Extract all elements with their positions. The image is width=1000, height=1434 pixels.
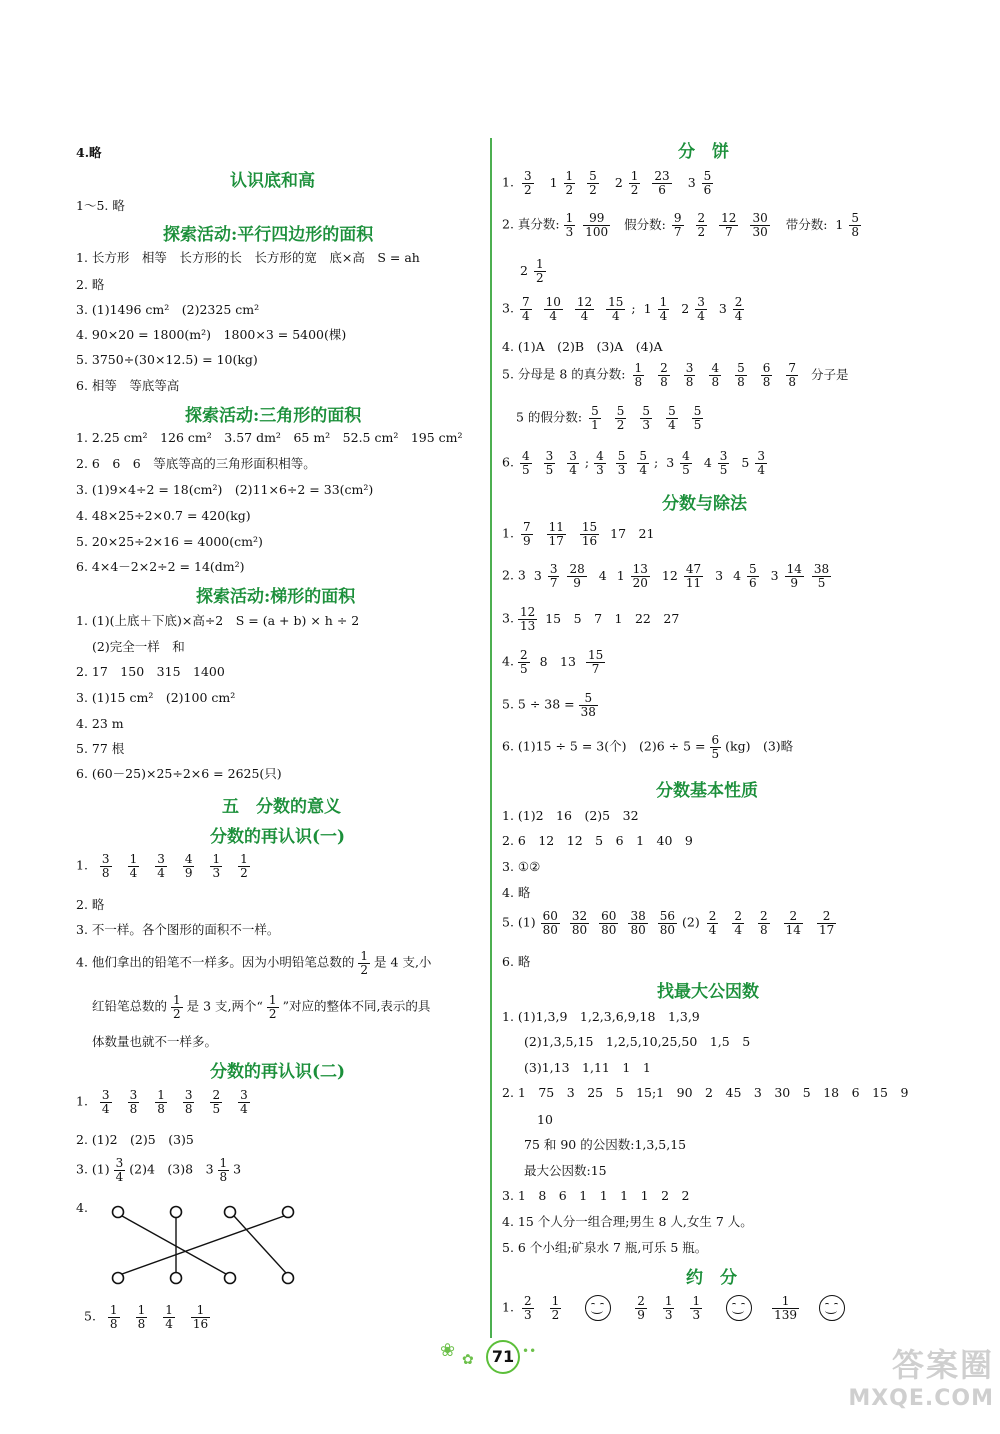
- text-line: 2. 17 150 315 1400: [76, 664, 225, 679]
- section-title: 探索活动:梯形的面积: [196, 587, 356, 607]
- fraction: $\frac{3}{4}$: [101, 1088, 110, 1116]
- text-line: 6. 4×4－2×2÷2 = 14(dm²): [76, 559, 245, 574]
- whole-number: 2: [520, 262, 528, 278]
- fraction: $\frac{5}{8}$: [737, 361, 745, 389]
- smiley-icon: [819, 1295, 845, 1321]
- whole-number: 4: [598, 567, 607, 583]
- fraction-line: 3. (1) $\frac{3}{4}$ (2)4 (3)8 3 $\frac{1}{8}$ 3: [76, 1156, 242, 1184]
- text-line: 4.: [76, 1200, 88, 1215]
- fraction: $\frac{1}{4}$: [659, 295, 668, 323]
- fraction: $\frac{1}{2}$: [535, 257, 544, 285]
- text-line: (3)1,13 1,11 1 1: [524, 1060, 651, 1075]
- fraction-line: 3. $\frac{12}{13}$ 15 5 7 1 22 27: [502, 605, 680, 633]
- whole-number: 2: [681, 300, 690, 316]
- fraction: $\frac{4}{3}$: [596, 449, 604, 477]
- fraction: $\frac{13}{20}$: [632, 562, 648, 590]
- fraction: $\frac{1}{8}$: [219, 1156, 228, 1184]
- text-line: 6. 相等 等底等高: [76, 378, 180, 393]
- fraction: $\frac{12}{7}$: [721, 211, 737, 239]
- fraction-line: 1. $\frac{3}{8}$ $\frac{1}{4}$ $\frac{3}{4}$ $\frac{4}{9}$ $\frac{1}{3}$ $\frac{1}{2}$: [76, 853, 258, 879]
- text-line: 4. 15 个人分一组合理;男生 8 人,女生 7 人。: [502, 1214, 753, 1229]
- text-line: (2)完全一样 和: [92, 639, 185, 654]
- fraction: $\frac{23}{6}$: [654, 169, 670, 197]
- bottom-circle: [283, 1273, 294, 1284]
- fraction: $\frac{4}{9}$: [184, 852, 193, 880]
- fraction: $\frac{1}{3}$: [565, 211, 574, 239]
- fraction: $\frac{60}{80}$: [601, 909, 617, 937]
- fraction: $\frac{1}{8}$: [634, 361, 643, 389]
- fraction: $\frac{1}{3}$: [212, 852, 221, 880]
- fraction: $\frac{1}{2}$: [240, 852, 248, 880]
- fraction: $\frac{38}{5}$: [813, 562, 830, 590]
- fraction: $\frac{32}{80}$: [571, 909, 588, 937]
- text-line: 2. 1 75 3 25 5 15;1 90 2 45 3 30 5 18 6 15 9: [502, 1085, 909, 1100]
- text-line: 3. (1)1496 cm² (2)2325 cm²: [76, 302, 260, 317]
- fraction: $\frac{2}{14}$: [785, 909, 801, 937]
- top-circle: [171, 1207, 182, 1218]
- text-line: 2. 6 12 12 5 6 1 40 9: [502, 833, 693, 848]
- section-title: 分 饼: [678, 142, 729, 162]
- fraction-list: [514, 169, 717, 197]
- section-title: 分数与除法: [662, 494, 747, 514]
- fraction: $\frac{1}{4}$: [129, 852, 138, 880]
- text-line: 3. ①②: [502, 859, 541, 874]
- fraction: $\frac{1}{4}$: [165, 1303, 173, 1331]
- fraction: $\frac{5}{5}$: [693, 404, 702, 432]
- section-title: 找最大公因数: [657, 982, 759, 1002]
- text-line: 2. 略: [76, 277, 105, 292]
- fraction: $\frac{1}{3}$: [664, 1294, 673, 1322]
- bottom-circle: [171, 1273, 182, 1284]
- top-circle: [113, 1207, 124, 1218]
- top-circle: [225, 1207, 236, 1218]
- fraction: $\frac{7}{4}$: [521, 295, 530, 323]
- fraction: $\frac{30}{30}$: [752, 211, 768, 239]
- watermark-url: MXQE.COM: [848, 1386, 994, 1411]
- fraction: $\frac{1}{2}$: [173, 993, 181, 1021]
- fraction: $\frac{2}{8}$: [660, 361, 668, 389]
- text-line: 红铅笔总数的 $\frac{1}{2}$ 是 3 支,两个“ $\frac{1}{2}$ ”对应的整体不同,表示的具: [92, 993, 431, 1021]
- fraction: $\frac{2}{4}$: [708, 909, 717, 937]
- text-line: 1～5. 略: [76, 198, 125, 213]
- fraction: $\frac{15}{4}$: [608, 295, 624, 323]
- text-line: 10: [537, 1112, 553, 1127]
- leaf-decoration-icon: ❀: [440, 1340, 456, 1361]
- fraction: $\frac{3}{8}$: [685, 361, 694, 389]
- text-line: 5. 3750÷(30×12.5) = 10(kg): [76, 352, 258, 367]
- fraction: $\frac{1}{2}$: [360, 949, 369, 977]
- text-line: 5. 77 根: [76, 741, 125, 756]
- text-line: 1. 2.25 cm² 126 cm² 3.57 dm² 65 m² 52.5 cm² 195 cm²: [76, 430, 463, 445]
- fraction: $\frac{5}{4}$: [639, 449, 647, 477]
- fraction: $\frac{1}{8}$: [109, 1303, 118, 1331]
- fraction-line: [512, 258, 550, 284]
- text-line: 3. (1)15 cm² (2)100 cm²: [76, 690, 236, 705]
- fraction: $\frac{1}{2}$: [268, 993, 277, 1021]
- fraction: $\frac{5}{2}$: [589, 169, 597, 197]
- section-title: 探索活动:三角形的面积: [185, 406, 362, 426]
- fraction: $\frac{5}{38}$: [580, 691, 596, 719]
- fraction: $\frac{5}{6}$: [703, 169, 712, 197]
- text-line: 4.略: [76, 145, 102, 160]
- fraction-line: 2. 真分数: $\frac{1}{3}$ $\frac{99}{100}$ 假分数: $\frac{9}{7}$ $\frac{2}{2}$ $\frac{12}{7}$ $\frac{30}{30}$ 带分数: 1 $\frac{5}{8}$: [502, 211, 860, 239]
- fraction: $\frac{3}{5}$: [545, 449, 554, 477]
- whole-number: 1: [549, 174, 558, 190]
- fraction-line: 4. $\frac{2}{5}$ 8 13 $\frac{15}{7}$: [502, 648, 604, 676]
- fraction-line: 5 的假分数: $\frac{5}{1}$ $\frac{5}{2}$ $\frac{5}{3}$ $\frac{5}{4}$ $\frac{5}{5}$: [516, 404, 702, 432]
- fraction: $\frac{60}{80}$: [542, 909, 558, 937]
- text-line: 5. 20×25÷2×16 = 4000(cm²): [76, 534, 263, 549]
- fraction: $\frac{99}{100}$: [585, 211, 609, 239]
- whole-number: 3: [718, 300, 727, 316]
- fraction: $\frac{5}{3}$: [617, 449, 626, 477]
- fraction: $\frac{1}{139}$: [774, 1294, 797, 1322]
- fraction: $\frac{7}{9}$: [522, 520, 531, 548]
- text-line: 75 和 90 的公因数:1,3,5,15: [524, 1137, 687, 1152]
- text-line: 3. 不一样。各个图形的面积不一样。: [76, 922, 280, 937]
- fraction: $\frac{3}{4}$: [240, 1088, 248, 1116]
- section-title: 认识底和高: [230, 171, 315, 191]
- fraction: $\frac{38}{80}$: [630, 909, 646, 937]
- fraction: $\frac{56}{80}$: [659, 909, 676, 937]
- text-line: 4. 23 m: [76, 716, 124, 731]
- fraction: $\frac{47}{11}$: [685, 562, 702, 590]
- fraction: $\frac{3}{4}$: [157, 852, 165, 880]
- fraction: $\frac{1}{8}$: [137, 1303, 146, 1331]
- fraction: $\frac{4}{5}$: [521, 449, 530, 477]
- fraction: $\frac{12}{4}$: [576, 295, 593, 323]
- unit-title: 五 分数的意义: [222, 797, 341, 817]
- fraction-line: 5. 5 ÷ 38 = $\frac{5}{38}$: [502, 691, 596, 719]
- fraction: $\frac{5}{4}$: [668, 404, 676, 432]
- section-title: 分数的再认识(一): [210, 827, 346, 847]
- fraction-line: 1. $\frac{3}{4}$ $\frac{3}{8}$ $\frac{1}{8}$ $\frac{3}{8}$ $\frac{2}{5}$ $\frac{3}{4}$: [76, 1089, 258, 1115]
- fraction: $\frac{1}{2}$: [551, 1294, 560, 1322]
- fraction: $\frac{2}{3}$: [523, 1294, 532, 1322]
- fraction-line: 5. (1) $\frac{60}{80}$ $\frac{32}{80}$ $\frac{60}{80}$ $\frac{38}{80}$ $\frac{56}{80}$ (2) $\frac{2}{4}$ $\frac{2}{4}$ $\frac{2}{8}$ $\frac{2}{14}$ $\frac{2}{17}$: [502, 909, 835, 937]
- fraction: $\frac{2}{4}$: [734, 295, 743, 323]
- top-circle: [283, 1207, 294, 1218]
- fraction: $\frac{5}{8}$: [851, 211, 860, 239]
- fraction: $\frac{4}{8}$: [711, 361, 720, 389]
- fraction-line: 5. 分母是 8 的真分数: $\frac{1}{8}$ $\frac{2}{8}$ $\frac{3}{8}$ $\frac{4}{8}$ $\frac{5}{8}$ $\frac{6}{8}$ $\frac{7}{8}$ 分子是: [502, 361, 849, 389]
- fraction: $\frac{3}{8}$: [129, 1088, 138, 1116]
- fraction: $\frac{2}{4}$: [734, 909, 743, 937]
- text-line: 4. 90×20 = 1800(m²) 1800×3 = 5400(棵): [76, 327, 347, 342]
- text-line: 6. 略: [502, 954, 531, 969]
- leaf-decoration-icon: ✿: [462, 1352, 474, 1368]
- text-line: 1. (1)(上底＋下底)×高÷2 S = (a + b) × h ÷ 2: [76, 613, 360, 628]
- whole-number: 12: [661, 567, 678, 583]
- fraction: $\frac{14}{9}$: [786, 562, 802, 590]
- section-title: 分数基本性质: [656, 781, 758, 801]
- fraction: $\frac{15}{16}$: [581, 520, 598, 548]
- whole-number: 4: [733, 567, 742, 583]
- whole-number: 3: [666, 454, 675, 470]
- page-number: 71: [486, 1340, 520, 1374]
- fraction-line: 2. 3 3 $\frac{3}{7}$ $\frac{28}{9}$ 4 1 $\frac{13}{20}$ 12 $\frac{47}{11}$ 3 4 $\frac{5}{6}$ 3 $\frac{14}{9}$ $\frac{38}{5}$: [502, 562, 830, 590]
- fraction: $\frac{1}{2}$: [565, 169, 574, 197]
- fraction: $\frac{3}{8}$: [101, 852, 110, 880]
- whole-number: 3: [770, 567, 779, 583]
- fraction: $\frac{1}{3}$: [692, 1294, 701, 1322]
- text-line: (2)1,3,5,15 1,2,5,10,25,50 1,5 5: [524, 1034, 751, 1049]
- whole-number: 3: [687, 174, 696, 190]
- fraction: $\frac{3}{5}$: [719, 449, 728, 477]
- watermark-logo-text: 答案圈: [891, 1346, 994, 1384]
- whole-number: 1: [835, 216, 844, 232]
- fraction: $\frac{4}{5}$: [682, 449, 690, 477]
- whole-number: 5: [741, 454, 750, 470]
- fraction: $\frac{6}{5}$: [711, 733, 720, 761]
- section-title: 探索活动:平行四边形的面积: [163, 225, 374, 245]
- fraction: $\frac{28}{9}$: [569, 562, 585, 590]
- text-line: 3. 1 8 6 1 1 1 1 2 2: [502, 1188, 690, 1203]
- fraction: $\frac{1}{8}$: [157, 1088, 165, 1116]
- watermark: [826, 1340, 994, 1411]
- whole-number: 1: [643, 300, 652, 316]
- fraction-line: 1. $\frac{7}{9}$ $\frac{11}{17}$ $\frac{15}{16}$ 17 21: [502, 520, 655, 548]
- text-line: 最大公因数:15: [524, 1163, 607, 1178]
- fraction: $\frac{5}{6}$: [749, 562, 757, 590]
- fraction: $\frac{11}{17}$: [548, 520, 564, 548]
- text-line: 2. 略: [76, 897, 105, 912]
- fraction: $\frac{2}{8}$: [760, 909, 768, 937]
- text-line: 1. 长方形 相等 长方形的长 长方形的宽 底×高 S = ah: [76, 250, 420, 265]
- whole-number: 3: [533, 567, 542, 583]
- fraction-line: 1. $\frac{3}{2}$ 1 $\frac{1}{2}$ $\frac{5}{2}$ 2 $\frac{1}{2}$ $\frac{23}{6}$ 3 $\frac{5}{6}$: [502, 170, 717, 196]
- match-line: [122, 1216, 226, 1274]
- fraction: $\frac{5}{2}$: [616, 404, 625, 432]
- fraction: $\frac{10}{4}$: [545, 295, 561, 323]
- fraction: $\frac{9}{7}$: [673, 211, 682, 239]
- fraction: $\frac{2}{9}$: [637, 1294, 645, 1322]
- bottom-circle: [225, 1273, 236, 1284]
- fraction: $\frac{3}{2}$: [523, 169, 532, 197]
- text-line: 4. 48×25÷2×0.7 = 420(kg): [76, 508, 251, 523]
- text-line: 3. (1)9×4÷2 = 18(cm²) (2)11×6÷2 = 33(cm²): [76, 482, 374, 497]
- text-line: 体数量也就不一样多。: [92, 1034, 218, 1049]
- fraction: $\frac{2}{5}$: [212, 1088, 221, 1116]
- text-line: 1. (1)1,3,9 1,2,3,6,9,18 1,3,9: [502, 1009, 700, 1024]
- text-line: 6. (60－25)×25÷2×6 = 2625(只): [76, 766, 282, 781]
- fraction: $\frac{1}{16}$: [192, 1303, 209, 1331]
- fraction: $\frac{2}{5}$: [519, 648, 528, 676]
- text-line: 4. 他们拿出的铅笔不一样多。因为小明铅笔总数的 $\frac{1}{2}$ 是 4 支,小: [76, 949, 432, 977]
- text-line: 4. (1)A (2)B (3)A (4)A: [502, 339, 663, 354]
- section-title: 分数的再认识(二): [210, 1062, 346, 1082]
- fraction: $\frac{6}{8}$: [762, 361, 771, 389]
- fraction: $\frac{12}{13}$: [519, 605, 536, 633]
- whole-number: 1: [616, 567, 625, 583]
- text-line: 2. (1)2 (2)5 (3)5: [76, 1132, 194, 1147]
- fraction: $\frac{3}{4}$: [697, 295, 705, 323]
- fraction: $\frac{7}{8}$: [788, 361, 796, 389]
- smiley-icon: [726, 1295, 752, 1321]
- whole-number: 3: [715, 567, 724, 583]
- section-title: 约 分: [686, 1268, 737, 1288]
- matching-diagram: [104, 1200, 304, 1290]
- whole-number: 4: [703, 454, 712, 470]
- column-divider: [490, 138, 492, 1338]
- whole-number: 2: [614, 174, 623, 190]
- text-line: 4. 略: [502, 885, 531, 900]
- smiley-icon: [585, 1295, 611, 1321]
- fraction-line: 1. $\frac{2}{3}$ $\frac{1}{2}$ $\frac{2}{9}$ $\frac{1}{3}$ $\frac{1}{3}$ $\frac{1}{139}$: [502, 1295, 857, 1321]
- text-line: 5. 6 个小组;矿泉水 7 瓶,可乐 5 瓶。: [502, 1240, 708, 1255]
- text-line: 1. (1)2 16 (2)5 32: [502, 808, 639, 823]
- fraction-line: 3. $\frac{7}{4}$ $\frac{10}{4}$ $\frac{12}{4}$ $\frac{15}{4}$ ; 1 $\frac{1}{4}$ 2 $\frac{3}{4}$ 3 $\frac{2}{4}$: [502, 295, 743, 323]
- bottom-circle: [113, 1273, 124, 1284]
- fraction: $\frac{15}{7}$: [587, 648, 604, 676]
- fraction: $\frac{1}{2}$: [630, 169, 639, 197]
- fraction-line: 6. (1)15 ÷ 5 = 3(个) (2)6 ÷ 5 = $\frac{6}{5}$ (kg) (3)略: [502, 733, 794, 761]
- text-line: 2. 6 6 6 等底等高的三角形面积相等。: [76, 456, 316, 471]
- fraction: $\frac{2}{17}$: [818, 909, 835, 937]
- fraction: $\frac{2}{2}$: [697, 211, 706, 239]
- fraction: $\frac{3}{4}$: [115, 1156, 124, 1184]
- fraction-line: 5. $\frac{1}{8}$ $\frac{1}{8}$ $\frac{1}{4}$ $\frac{1}{16}$: [84, 1304, 218, 1330]
- fraction: $\frac{3}{8}$: [184, 1088, 193, 1116]
- fraction: $\frac{3}{7}$: [549, 562, 558, 590]
- dot-decoration-icon: ••: [522, 1344, 537, 1358]
- fraction: $\frac{5}{3}$: [642, 404, 651, 432]
- fraction-line: 6. $\frac{4}{5}$ $\frac{3}{5}$ $\frac{3}{4}$ ; $\frac{4}{3}$ $\frac{5}{3}$ $\frac{5}{4}$ ; 3 $\frac{4}{5}$ 4 $\frac{3}{5}$ 5 $\frac{3}{4}$: [502, 449, 765, 477]
- fraction: $\frac{5}{1}$: [591, 404, 599, 432]
- fraction: $\frac{3}{4}$: [569, 449, 577, 477]
- fraction: $\frac{3}{4}$: [757, 449, 765, 477]
